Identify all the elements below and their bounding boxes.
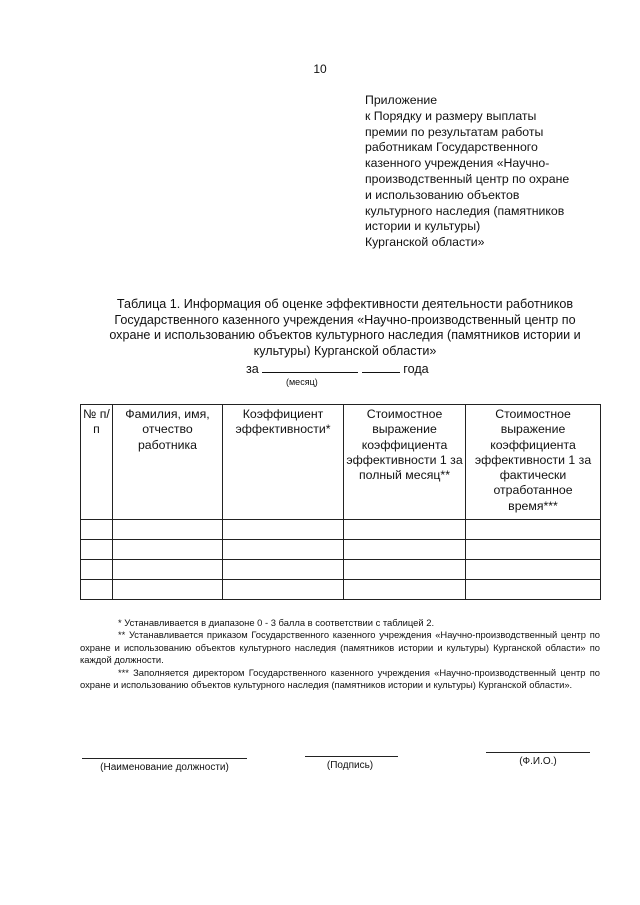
table-row xyxy=(81,520,601,540)
signature-label: (Подпись) xyxy=(326,760,374,771)
table-cell[interactable] xyxy=(81,560,113,580)
table-cell[interactable] xyxy=(466,580,601,600)
table-cell[interactable] xyxy=(81,520,113,540)
table-title-line: культуры) Курганской области» xyxy=(253,343,437,358)
table-cell[interactable] xyxy=(344,560,466,580)
table-cell[interactable] xyxy=(344,540,466,560)
appendix-line: казенного учреждения «Научно- xyxy=(365,156,550,171)
period-line xyxy=(246,361,429,376)
table-cell[interactable] xyxy=(223,520,344,540)
appendix-line: работникам Государственного xyxy=(365,140,538,155)
table-cell[interactable] xyxy=(223,580,344,600)
table-header-row xyxy=(81,405,601,520)
table-cell[interactable] xyxy=(81,540,113,560)
footnote-3: *** Заполняется директором Государственного казенного учреждения «Научно-производственный центр по охране и использованию объектов культурного наследия (памятников истории и культуры) Курганской области». xyxy=(80,666,600,691)
table-cell[interactable] xyxy=(344,580,466,600)
table-cell[interactable] xyxy=(344,520,466,540)
appendix-line: культурного наследия (памятников xyxy=(365,203,565,218)
name-label: (Ф.И.О.) xyxy=(519,756,557,767)
appendix-header xyxy=(365,93,610,251)
period-prefix: за xyxy=(246,362,259,376)
table-row xyxy=(81,540,601,560)
month-blank xyxy=(262,361,358,373)
table-title xyxy=(80,297,610,359)
appendix-line: и использованию объектов xyxy=(365,187,520,202)
table-cell[interactable] xyxy=(113,560,223,580)
header-value-full-month: Стоимостное выражение коэффициента эффективности 1 за полный месяц** xyxy=(344,405,466,520)
month-label: (месяц) xyxy=(286,377,318,387)
appendix-line: истории и культуры) xyxy=(365,219,481,234)
footnotes xyxy=(80,617,600,691)
table-cell[interactable] xyxy=(223,560,344,580)
appendix-line: производственный центр по охране xyxy=(365,171,570,186)
table-title-line: Государственного казенного учреждения «Научно-производственный центр по xyxy=(114,312,576,327)
header-coefficient: Коэффициент эффективности* xyxy=(223,405,344,520)
period-suffix: года xyxy=(403,362,429,376)
appendix-line: Приложение xyxy=(365,93,438,107)
header-value-actual-time: Стоимостное выражение коэффициента эффективности 1 за фактически отработанное время*** xyxy=(466,405,601,520)
header-full-name: Фамилия, имя, отчество работника xyxy=(113,405,223,520)
name-signature-line[interactable] xyxy=(486,752,590,753)
table-cell[interactable] xyxy=(113,520,223,540)
appendix-line: к Порядку и размеру выплаты xyxy=(365,108,537,123)
assessment-table xyxy=(80,404,601,600)
position-label: (Наименование должности) xyxy=(100,762,229,773)
footnote-1: * Устанавливается в диапазоне 0 - 3 балла в соответствии с таблицей 2. xyxy=(118,617,435,628)
year-blank xyxy=(362,361,400,373)
table-title-line: Таблица 1. Информация об оценке эффективности деятельности работников xyxy=(116,297,574,311)
table-row xyxy=(81,580,601,600)
page-number: 10 xyxy=(313,62,327,76)
header-number: № п/п xyxy=(81,405,113,520)
appendix-line: Курганской области» xyxy=(365,235,485,250)
position-signature-line[interactable] xyxy=(82,758,247,759)
table-title-line: охране и использованию объектов культурного наследия (памятников истории и xyxy=(109,328,581,342)
table-cell[interactable] xyxy=(466,540,601,560)
appendix-line: премии по результатам работы xyxy=(365,124,544,139)
table-cell[interactable] xyxy=(223,540,344,560)
footnote-2: ** Устанавливается приказом Государственного казенного учреждения «Научно-производственный центр по охране и использованию объектов культурного наследия (памятников истории и культуры) Курганской области» по каждой должности. xyxy=(80,629,600,666)
table-cell[interactable] xyxy=(113,580,223,600)
table-cell[interactable] xyxy=(466,560,601,580)
signature-line[interactable] xyxy=(305,756,398,757)
table-row xyxy=(81,560,601,580)
table-cell[interactable] xyxy=(113,540,223,560)
table-cell[interactable] xyxy=(466,520,601,540)
table-cell[interactable] xyxy=(81,580,113,600)
